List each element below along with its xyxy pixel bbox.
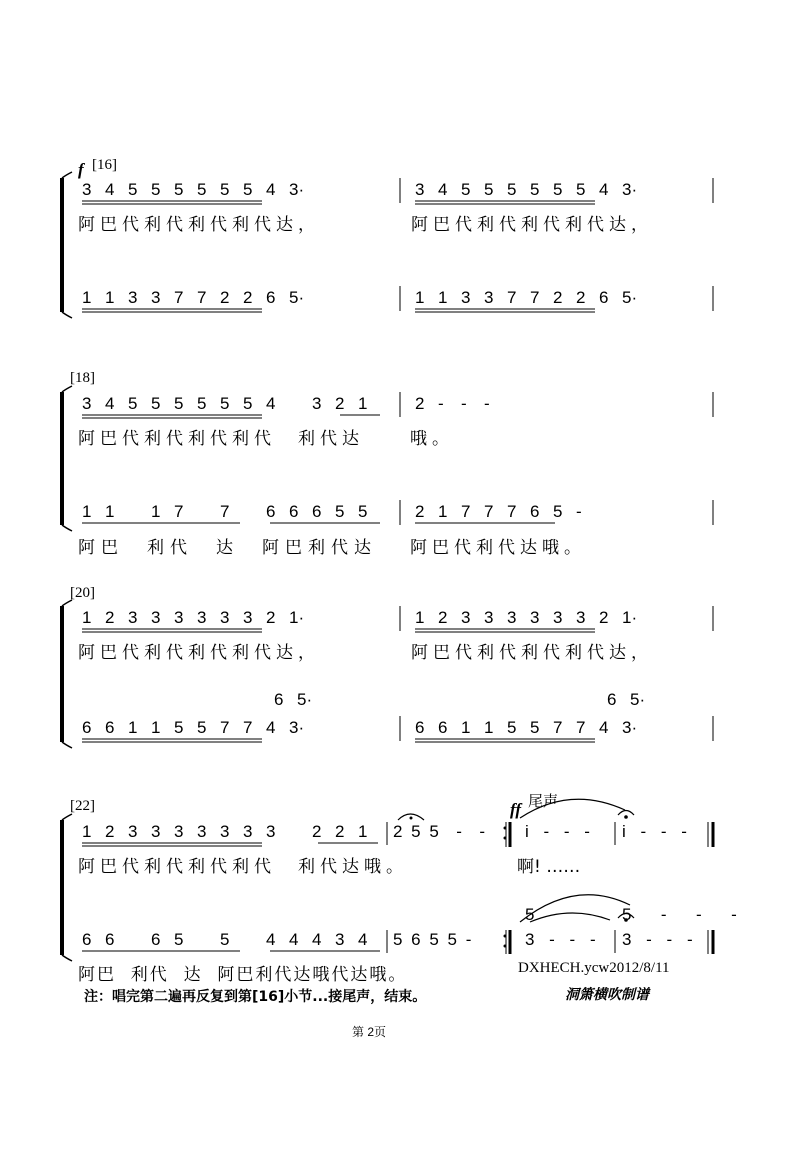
note: -: [461, 394, 467, 413]
note: 3: [243, 608, 253, 627]
note: 4: [599, 718, 609, 737]
note: 5: [151, 180, 161, 199]
note: 6: [289, 502, 299, 521]
note: 3: [82, 394, 92, 413]
note: -: [484, 394, 490, 413]
lyrics-line: 阿巴代利代利代利代达，: [411, 215, 653, 235]
note: 1: [105, 288, 115, 307]
note: 3: [220, 608, 230, 627]
page-number: 第 2页: [352, 1025, 387, 1039]
lyrics-line: 阿巴 利代 达 阿巴利代达哦代达哦。: [78, 965, 408, 985]
note: 1·: [622, 608, 638, 627]
note: 5: [197, 394, 207, 413]
note: 1: [461, 718, 471, 737]
note: 5: [197, 180, 207, 199]
note: 4: [358, 930, 368, 949]
note: 5·: [622, 288, 638, 307]
note: 3: [174, 822, 184, 841]
note: 5: [174, 718, 184, 737]
note: 6: [105, 930, 115, 949]
measure-marker: [20]: [70, 585, 95, 601]
note: 6: [607, 690, 617, 709]
note: 5: [220, 180, 230, 199]
note: 5: [174, 930, 184, 949]
note: 6: [599, 288, 609, 307]
lower-notes: [415, 288, 645, 308]
lyrics-line: 阿巴代利代利代利代达，: [411, 643, 653, 663]
note: 3: [484, 608, 494, 627]
note: 3: [507, 608, 517, 627]
lyric-syllable: 代: [331, 538, 348, 558]
note: 5: [530, 180, 540, 199]
lyrics-line: 阿巴代利代达哦。: [410, 538, 586, 558]
coda-lyric: 啊! ……: [517, 857, 581, 877]
note: 3: [484, 288, 494, 307]
note: 3: [461, 288, 471, 307]
lower-notes: [82, 718, 312, 738]
note: 7: [530, 288, 540, 307]
note: 5: [358, 502, 368, 521]
note: 7: [576, 718, 586, 737]
note: -: [438, 394, 444, 413]
lyric-syllable: 代: [170, 538, 187, 558]
upper-notes: [415, 180, 645, 200]
lyric-syllable: 达: [354, 538, 371, 558]
note: 2: [312, 822, 322, 841]
note: 3: [530, 608, 540, 627]
note: 2: [415, 502, 425, 521]
note: 5: [197, 718, 207, 737]
measure-marker: [22]: [70, 798, 95, 814]
note: 1: [151, 502, 161, 521]
note: 5: [243, 180, 253, 199]
upper-notes: [82, 608, 312, 628]
lyrics-line: 阿巴代利代利代利代达，: [78, 215, 320, 235]
lower-notes: [82, 288, 312, 308]
note: 3: [174, 608, 184, 627]
note: 1: [438, 502, 448, 521]
note: 2: [335, 394, 345, 413]
lower-notes: [82, 502, 381, 522]
note: 1: [415, 288, 425, 307]
note: 6: [530, 502, 540, 521]
note: 7: [484, 502, 494, 521]
note: 3: [266, 822, 276, 841]
note: 6: [266, 288, 276, 307]
lower-notes: [82, 930, 381, 950]
note: 3: [128, 288, 138, 307]
note: 3: [220, 822, 230, 841]
note: 4: [438, 180, 448, 199]
coda-notes: 3 - - -: [622, 930, 693, 949]
note: 1: [128, 718, 138, 737]
note: 7: [507, 502, 517, 521]
note: 7: [243, 718, 253, 737]
coda-top-note: 5: [525, 905, 535, 924]
upper-notes: [415, 394, 507, 414]
note: 2: [599, 608, 609, 627]
note: 1: [82, 608, 92, 627]
note: 3: [197, 822, 207, 841]
note: 6: [438, 718, 448, 737]
note: 6: [274, 690, 284, 709]
note: 5: [576, 180, 586, 199]
note: 3: [128, 608, 138, 627]
lyric-syllable: 巴: [285, 538, 302, 558]
note: 7: [507, 288, 517, 307]
credit-text: DXHECH.ycw2012/8/11: [518, 960, 670, 976]
chord-top-notes: [607, 690, 653, 710]
note: 3: [576, 608, 586, 627]
note: 5·: [297, 690, 313, 709]
lyrics-line: 哦。: [410, 429, 454, 449]
note: 4: [599, 180, 609, 199]
lyrics-line: 阿巴代利代利代利代达，: [78, 643, 320, 663]
upper-notes: [82, 180, 312, 200]
note: -: [576, 502, 582, 521]
lyrics-line: [78, 533, 377, 558]
note: 2: [105, 608, 115, 627]
note: 7: [553, 718, 563, 737]
note: 3·: [622, 180, 638, 199]
note: 7: [461, 502, 471, 521]
measure-marker: [18]: [70, 370, 95, 386]
coda-label: 尾声: [528, 792, 559, 810]
lyrics-line: 利代达哦。: [298, 857, 408, 877]
note: 1: [358, 822, 368, 841]
note: 3: [312, 394, 322, 413]
note: 5: [128, 180, 138, 199]
note: 7: [220, 502, 230, 521]
note: 1: [82, 288, 92, 307]
note: 3: [151, 288, 161, 307]
note: 5: [461, 180, 471, 199]
note: 1: [151, 718, 161, 737]
upper-notes: [82, 822, 381, 842]
lower-notes: [415, 718, 645, 738]
note: 5: [507, 180, 517, 199]
note: 5: [553, 180, 563, 199]
coda-notes: i - - -: [525, 822, 590, 841]
lyric-syllable: 阿: [78, 538, 95, 558]
upper-notes: [82, 394, 381, 414]
note: 5: [507, 718, 517, 737]
note: 3: [151, 822, 161, 841]
note: 1: [358, 394, 368, 413]
note: 5: [530, 718, 540, 737]
note: 3·: [289, 718, 305, 737]
note: 1: [82, 502, 92, 521]
lower-notes: [415, 502, 599, 522]
note: 1·: [289, 608, 305, 627]
coda-dynamic: ff: [510, 800, 522, 819]
footer-note: 注：唱完第二遍再反复到第[16]小节...接尾声，结束。: [84, 989, 427, 1005]
note: 7: [197, 288, 207, 307]
note: 3: [335, 930, 345, 949]
note: 2: [553, 288, 563, 307]
note: 2: [335, 822, 345, 841]
note: 4: [266, 930, 276, 949]
note: 5: [220, 930, 230, 949]
note: 5: [335, 502, 345, 521]
note: 1: [105, 502, 115, 521]
note: 1: [82, 822, 92, 841]
note: 6: [151, 930, 161, 949]
note: 4: [266, 718, 276, 737]
dynamic-marking: f: [78, 160, 84, 179]
note: 3: [461, 608, 471, 627]
note: 2: [266, 608, 276, 627]
note: 2: [243, 288, 253, 307]
note: 3: [243, 822, 253, 841]
note: 6: [82, 718, 92, 737]
note: 6: [266, 502, 276, 521]
note: 2: [438, 608, 448, 627]
note: 5: [174, 394, 184, 413]
note: 5: [220, 394, 230, 413]
lyrics-line: 利代达: [298, 429, 364, 449]
signature: 洞箫横吹制谱: [565, 987, 649, 1003]
upper-notes: [415, 608, 645, 628]
lyric-syllable: 利: [308, 538, 325, 558]
note: 5: [243, 394, 253, 413]
note: 1: [415, 608, 425, 627]
note: 7: [220, 718, 230, 737]
note: 6: [82, 930, 92, 949]
lower-notes: 5 6 5 5 -: [393, 930, 472, 949]
note: 7: [174, 288, 184, 307]
note: 1: [484, 718, 494, 737]
note: 4: [266, 394, 276, 413]
note: 3: [553, 608, 563, 627]
lyrics-line: 阿巴代利代利代利代: [78, 857, 276, 877]
note: 6: [415, 718, 425, 737]
note: 5: [174, 180, 184, 199]
note: 4: [312, 930, 322, 949]
note: 2: [105, 822, 115, 841]
note: 4: [105, 180, 115, 199]
note: 5·: [630, 690, 646, 709]
note: 4: [105, 394, 115, 413]
note: 2: [220, 288, 230, 307]
note: 2: [576, 288, 586, 307]
lyric-syllable: 巴: [101, 538, 118, 558]
note: 3·: [289, 180, 305, 199]
note: 5: [484, 180, 494, 199]
lyric-syllable: 阿: [262, 538, 279, 558]
note: 5: [128, 394, 138, 413]
measure-marker: [16]: [92, 157, 117, 173]
note: 5: [553, 502, 563, 521]
note: 3: [197, 608, 207, 627]
lyric-syllable: 达: [216, 538, 233, 558]
note: 5: [151, 394, 161, 413]
coda-top-notes: 5 - - -: [622, 905, 737, 924]
note: 3: [415, 180, 425, 199]
note: 4: [266, 180, 276, 199]
note: 3: [128, 822, 138, 841]
upper-notes: 2 5 5 - -: [393, 822, 486, 841]
note: 5·: [289, 288, 305, 307]
lyrics-line: 阿巴代利代利代利代: [78, 429, 276, 449]
note: 3·: [622, 718, 638, 737]
note: 4: [289, 930, 299, 949]
chord-top-notes: [274, 690, 320, 710]
coda-notes: 3 - - -: [525, 930, 596, 949]
note: 3: [82, 180, 92, 199]
note: 7: [174, 502, 184, 521]
note: 1: [438, 288, 448, 307]
note: 2: [415, 394, 425, 413]
lyric-syllable: 利: [147, 538, 164, 558]
note: 6: [312, 502, 322, 521]
note: 3: [151, 608, 161, 627]
coda-notes: i - - -: [622, 822, 687, 841]
note: 6: [105, 718, 115, 737]
